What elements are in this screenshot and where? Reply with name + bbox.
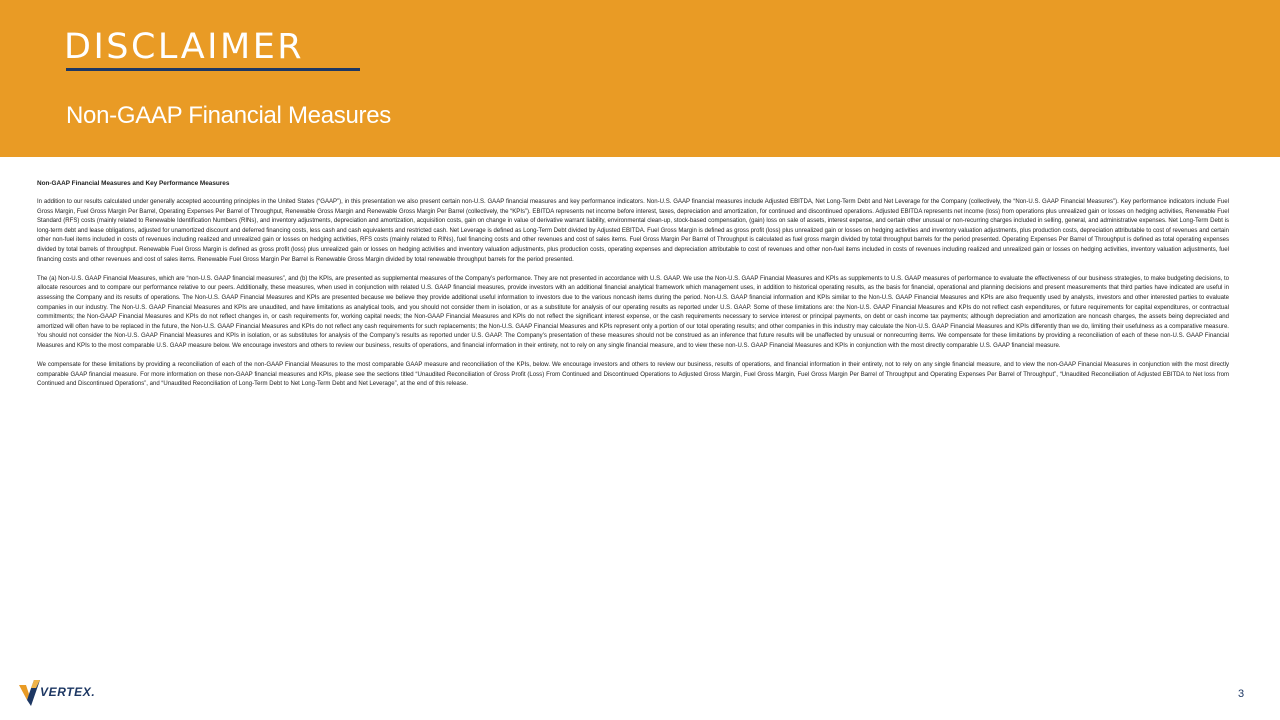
disclaimer-body xyxy=(37,179,1229,399)
paragraph-definitions: In addition to our results calculated under generally accepted accounting principles in the United States (“GAAP”), in this presentation we also present certain non-U.S. GAAP financial measures and key performance indicators. Non-U.S. GAAP financial measures include Adjusted EBITDA, Net Long-Term Debt and Net Leverage for the Company (collectively, the “Non-U.S. GAAP Financial Measures”). Key performance indicators include Fuel Gross Margin, Fuel Gross Margin Per Barrel, Operating Expenses Per Barrel of Throughput, Renewable Gross Margin and Renewable Gross Margin Per Barrel (collectively, the “KPIs”). EBITDA represents net income before interest, taxes, depreciation and amortization, for continued and discontinued operations. Adjusted EBITDA represents net income (loss) from operations plus unrealized gain or losses on hedging activities, Renewable Fuel Standard (RFS) costs (mainly related to Renewable Identification Numbers (RINs), and inventory adjustments, depreciation and amortization, acquisition costs, gain on change in value of derivative warrant liability, environmental clean-up, stock-based compensation, (gain) loss on sale of assets, interest expense, and certain other unusual or non-recurring charges included in selling, general, and administrative expenses. Net Long-Term Debt is long-term debt and lease obligations, adjusted for unamortized discount and deferred financing costs, less cash and cash equivalents and restricted cash. Net Leverage is defined as Long-Term Debt divided by Adjusted EBITDA. Fuel Gross Margin is defined as gross profit (loss) plus unrealized gain or losses on hedging activities and inventory valuation adjustments, plus production costs, depreciation attributable to cost of revenues and certain other non-fuel items included in costs of revenues including realized and unrealized gain or losses on hedging activities, RFS costs (mainly related to RINs), fuel financing costs and other revenues and cost of sales items. Fuel Gross Margin Per Barrel of Throughput is calculated as fuel gross margin divided by total throughput barrels for the period presented. Operating Expenses Per Barrel of Throughput is defined as total operating expenses divided by total barrels of throughput. Renewable Fuel Gross Margin is defined as gross profit (loss) plus unrealized gain or losses on hedging activities and inventory valuation adjustments, plus production costs, operating expenses and depreciation attributable to cost of revenues and other non-fuel items included in costs of revenues including realized and unrealized gain or losses on hedging activities, inventory valuation adjustments, fuel financing costs and other revenues and cost of sales items. Renewable Fuel Gross Margin Per Barrel is Renewable Gross Margin divided by total renewable throughput barrels for the period presented. xyxy=(37,199,1229,263)
page-number: 3 xyxy=(1238,688,1245,700)
page-subtitle: Non-GAAP Financial Measures xyxy=(66,102,391,129)
header-band xyxy=(0,0,1280,157)
vertex-chevron-icon xyxy=(19,676,41,706)
title-underline xyxy=(66,68,360,71)
vertex-logo xyxy=(19,676,129,706)
logo-wordmark: VERTEX. xyxy=(40,685,96,699)
paragraph-reconciliation: We compensate for these limitations by providing a reconciliation of each of the non-GAAP Financial Measures to the most comparable GAAP measure and reconciliation of the KPIs, below. We encourage investors and others to review our business, results of operations, and financial information in their entirety, not to rely on any single financial measure, and to view the non-GAAP Financial Measures in conjunction with the most directly comparable GAAP financial measure. For more information on these non-GAAP financial measures and KPIs, please see the sections titled “Unaudited Reconciliation of Gross Profit (Loss) From Continued and Discontinued Operations to Adjusted Gross Margin, Fuel Gross Margin, Fuel Gross Margin Per Barrel of Throughput and Operating Expenses Per Barrel of Throughput”, “Unaudited Reconciliation of Adjusted EBITDA to Net loss from Continued and Discontinued Operations”, and “Unaudited Reconciliation of Long-Term Debt to Net Long-Term Debt and Net Leverage”, at the end of this release. xyxy=(37,362,1229,388)
page-title: DISCLAIMER xyxy=(64,27,305,67)
section-heading: Non-GAAP Financial Measures and Key Performance Measures xyxy=(37,180,230,187)
paragraph-limitations: The (a) Non-U.S. GAAP Financial Measures, which are “non-U.S. GAAP financial measures”, and (b) the KPIs, are presented as supplemental measures of the Company’s performance. They are not presented in accordance with U.S. GAAP. We use the Non-U.S. GAAP Financial Measures and KPIs as supplements to U.S. GAAP measures of performance to evaluate the effectiveness of our business strategies, to make budgeting decisions, to allocate resources and to compare our performance relative to our peers. Additionally, these measures, when used in conjunction with related U.S. GAAP financial measures, provide investors with an additional financial analytical framework which management uses, in addition to historical operating results, as the basis for financial, operational and planning decisions and present measurements that third parties have indicated are useful in assessing the Company and its results of operations. The Non-U.S. GAAP Financial Measures and KPIs are presented because we believe they provide additional useful information to investors due to the various noncash items during the period. Non-U.S. GAAP financial information and KPIs similar to the Non-U.S. GAAP Financial Measures and KPIs are also frequently used by analysts, investors and other interested parties to evaluate companies in our industry. The Non-U.S. GAAP Financial Measures and KPIs are unaudited, and have limitations as analytical tools, and you should not consider them in isolation, or as a substitute for analysis of our operating results as reported under U.S. GAAP. Some of these limitations are: the Non-U.S. GAAP Financial Measures and KPIs do not reflect cash expenditures, or future requirements for capital expenditures, or contractual commitments; the Non-GAAP Financial Measures and KPIs do not reflect changes in, or cash requirements for, working capital needs; the Non-GAAP Financial Measures and KPIs do not reflect the significant interest expense, or the cash requirements necessary to service interest or principal payments, on debt or cash income tax payments; although depreciation and amortization are noncash charges, the assets being depreciated and amortized will often have to be replaced in the future, the Non-U.S. GAAP Financial Measures and KPIs do not reflect any cash requirements for such replacements; the Non-U.S. GAAP Financial Measures and KPIs represent only a portion of our total operating results; and other companies in this industry may calculate the Non-U.S. GAAP Financial Measures and KPIs differently than we do, limiting their usefulness as a comparative measure. You should not consider the Non-U.S. GAAP Financial Measures and KPIs in isolation, or as substitutes for analysis of the Company’s results as reported under U.S. GAAP. The Company’s presentation of these measures should not be construed as an inference that future results will be unaffected by unusual or nonrecurring items. We compensate for these limitations by providing a reconciliation of each of these non-U.S. GAAP Financial Measures and KPIs to the most comparable U.S. GAAP measure below. We encourage investors and others to review our business, results of operations, and financial information in their entirety, not to rely on any single financial measure, and to view these non-U.S. GAAP Financial Measures and KPIs in conjunction with the most directly comparable U.S. GAAP financial measure. xyxy=(37,275,1229,349)
